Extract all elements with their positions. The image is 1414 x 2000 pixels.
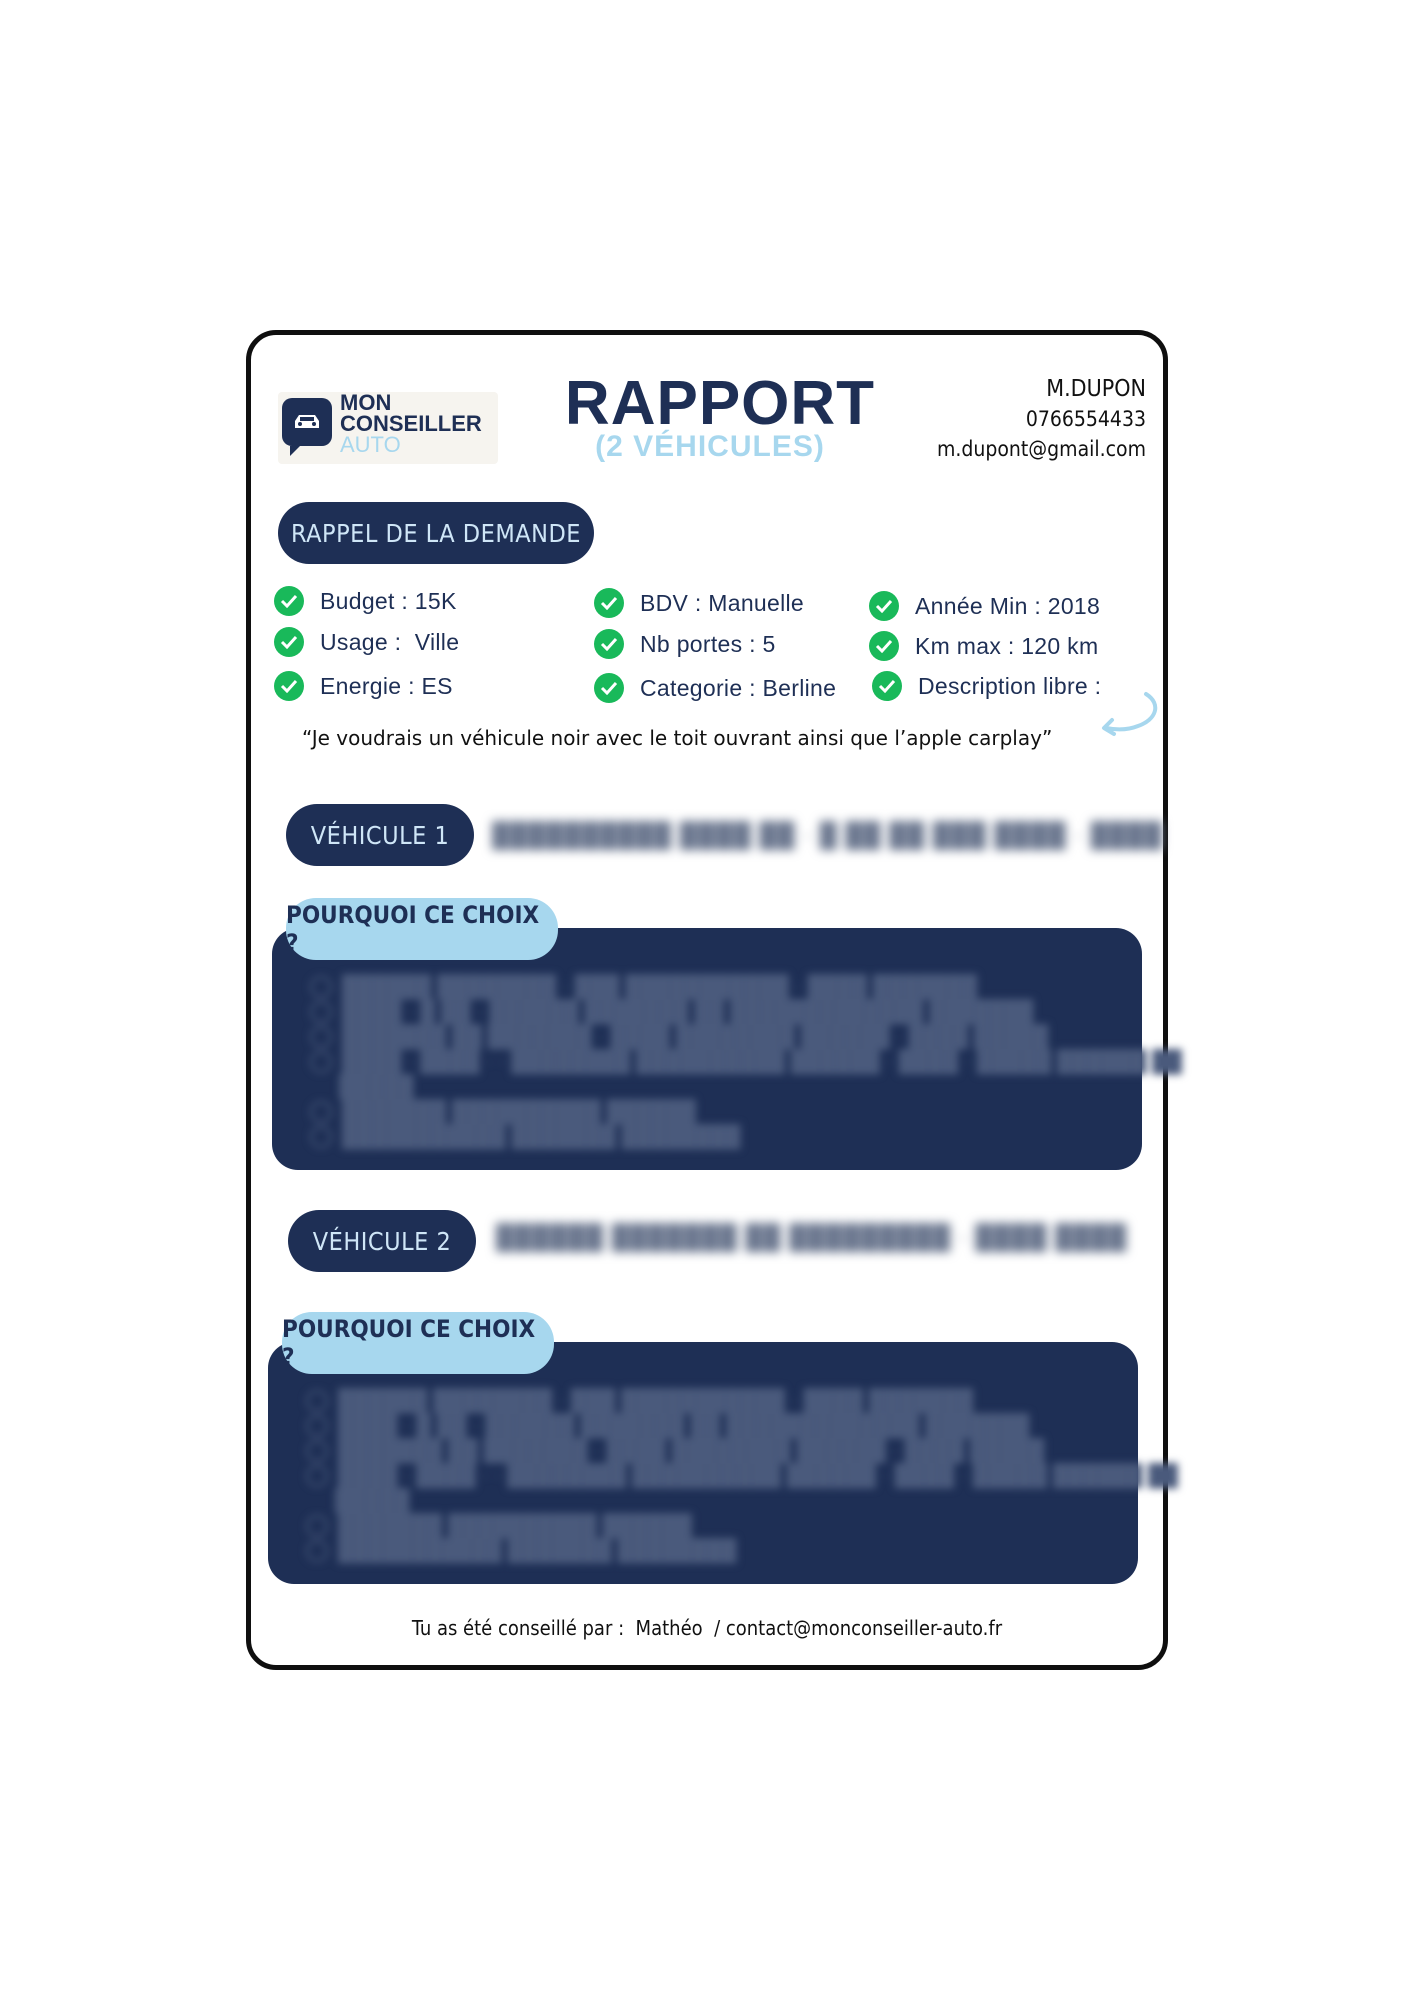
vehicle-1-model-blurred: ██████████ ████ ██ · █ ██ ██ ███ ████ · ████ — [492, 822, 1163, 849]
criterion-label: Km max : 120 km — [915, 632, 1099, 659]
criterion-annee-min — [869, 591, 1100, 621]
criterion-usage — [274, 627, 459, 657]
advisor-footer: Tu as été conseillé par : Mathéo / contact@monconseiller-auto.fr — [411, 1616, 1003, 1640]
logo-badge — [282, 398, 332, 446]
criterion-energie — [274, 671, 453, 701]
vehicle-1-reasons-blurred: ██████ ████████ · ███ ███████████ · ████ ███████ ████ · █ ██ · ██████ ███████ ██ █████████████ ███████ ███████ ██ ███████ · ████ ████████ ██████ · ████ █████ ████ · ████ · · ████████ ██████████ ██████ · ████ · █████ ██████ ██ █████ ███████ ██████████ ██████ ███████████ ███████ ████████ — [310, 975, 1182, 1148]
logo-text — [340, 392, 482, 455]
criterion-categorie — [594, 673, 836, 703]
page-title: RAPPORT — [564, 369, 876, 438]
check-icon — [869, 631, 899, 661]
check-icon — [594, 673, 624, 703]
free-description-quote: “Je voudrais un véhicule noir avec le toit ouvrant ainsi que l’apple carplay” — [302, 726, 1053, 750]
logo-line-3: AUTO — [340, 432, 401, 457]
check-icon — [869, 591, 899, 621]
curved-arrow-icon — [1098, 690, 1162, 746]
logo — [278, 392, 498, 464]
check-icon — [274, 671, 304, 701]
vehicle-2-why-label: POURQUOI CE CHOIX ? — [282, 1312, 554, 1374]
criterion-km-max — [869, 631, 1098, 661]
criterion-label: Description libre : — [918, 672, 1102, 699]
criterion-budget — [274, 586, 457, 616]
check-icon — [274, 627, 304, 657]
check-icon — [594, 629, 624, 659]
vehicle-1-why-label: POURQUOI CE CHOIX ? — [286, 898, 558, 960]
criterion-label: Energie : ES — [320, 672, 453, 699]
client-phone: 0766554433 — [1025, 407, 1146, 431]
logo-line-2: CONSEILLER — [340, 411, 482, 436]
vehicle-1-label: VÉHICULE 1 — [286, 804, 474, 866]
criterion-label: Budget : 15K — [320, 587, 457, 614]
vehicle-2-reasons-panel — [268, 1342, 1178, 1584]
criterion-bdv — [594, 588, 804, 618]
vehicle-2-label: VÉHICULE 2 — [288, 1210, 476, 1272]
criterion-label: Nb portes : 5 — [640, 630, 776, 657]
logo-line-1: MON — [340, 390, 392, 415]
criterion-label: Année Min : 2018 — [915, 592, 1101, 619]
criterion-nb-portes — [594, 629, 776, 659]
vehicle-2-model-blurred: ██████ ███████ ██ █████████ · ████ ████ — [496, 1224, 1128, 1251]
criterion-label: Categorie : Berline — [640, 674, 837, 701]
request-label: RAPPEL DE LA DEMANDE — [278, 502, 594, 564]
client-name: M.DUPON — [1046, 376, 1146, 402]
vehicle-1-reasons-panel — [272, 928, 1182, 1170]
vehicle-2-reasons-blurred: ██████ ████████ · ███ ███████████ · ████ ███████ ████ · █ ██ · ██████ ███████ ██ █████████████ ███████ ███████ ██ ███████ · ████ ████████ ██████ · ████ █████ ████ · ████ · · ████████ ██████████ ██████ · ████ · █████ ██████ ██ █████ ███████ ██████████ ██████ ███████████ ███████ ████████ — [306, 1389, 1178, 1562]
client-email: m.dupont@gmail.com — [936, 437, 1146, 461]
criterion-description — [872, 671, 1101, 701]
criterion-label: Usage : Ville — [320, 628, 460, 655]
client-contact — [937, 374, 1146, 464]
criterion-label: BDV : Manuelle — [640, 589, 804, 616]
check-icon — [872, 671, 902, 701]
check-icon — [594, 588, 624, 618]
page-subtitle: (2 VÉHICULES) — [595, 430, 825, 463]
car-icon — [292, 412, 322, 432]
check-icon — [274, 586, 304, 616]
